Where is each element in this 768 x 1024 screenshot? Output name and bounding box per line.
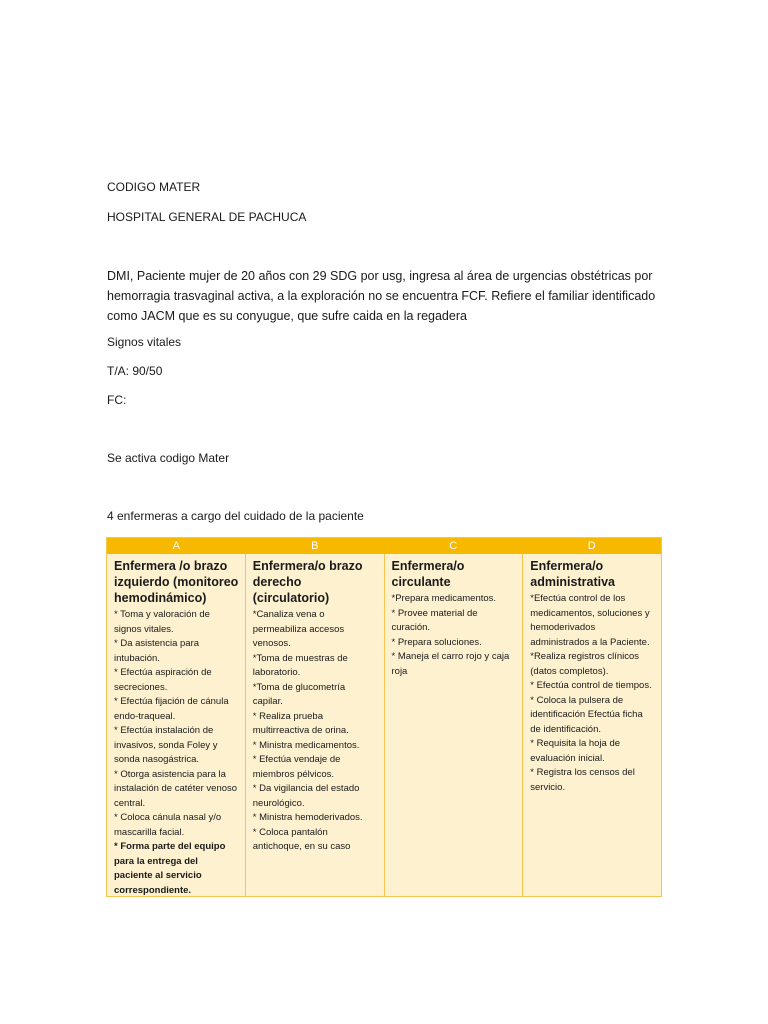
- column-title: Enfermera/o circulante: [391, 559, 465, 589]
- task-item: * Efectúa fijación de cánula endo-traqueal.: [114, 696, 229, 722]
- table-header-cell: D: [587, 540, 596, 552]
- table-column-a: [107, 554, 246, 896]
- task-item: * Ministra medicamentos.: [252, 739, 360, 751]
- case-description: DMI, Paciente mujer de 20 años con 29 SDG por usg, ingresa al área de urgencias obstétricas por hemorragia trasvaginal activa, a la exploración no se encuentra FCF. Refiere el familiar identificado como JACM que es su conyugue, que sufre caida en la regadera: [107, 269, 656, 323]
- table-column-c: [385, 554, 524, 896]
- table-header-cell: C: [449, 540, 458, 552]
- heart-rate: FC:: [107, 393, 127, 407]
- table-header-cell: A: [172, 540, 180, 552]
- task-item: * Maneja el carro rojo y caja roja: [391, 651, 510, 677]
- task-item: * Efectúa vendaje de miembros pélvicos.: [252, 754, 341, 780]
- task-item: * Registra los censos del servicio.: [530, 767, 635, 793]
- blood-pressure: T/A: 90/50: [107, 364, 163, 378]
- task-item: * Toma y valoración de signos vitales.: [114, 609, 210, 635]
- nurses-title: 4 enfermeras a cargo del cuidado de la paciente: [107, 509, 364, 523]
- table-header-row: [107, 538, 661, 554]
- task-item: * Efectúa control de tiempos.: [530, 680, 652, 691]
- task-item: * Da asistencia para intubación.: [114, 638, 200, 664]
- table-header-cell: B: [311, 540, 319, 552]
- table-column-b: [246, 554, 385, 896]
- roles-table: [106, 537, 662, 897]
- task-item: * Requisita la hoja de evaluación inicial.: [530, 738, 621, 764]
- task-item: *Efectúa control de los medicamentos, soluciones y hemoderivados administrados a la Paciente.: [530, 593, 650, 648]
- task-item: * Coloca pantalón antichoque, en su caso: [252, 826, 351, 852]
- task-item: * Realiza prueba multirreactiva de orina.: [252, 710, 349, 736]
- vital-signs-title: Signos vitales: [107, 335, 182, 349]
- document-code-heading: CODIGO MATER: [107, 180, 201, 194]
- task-item: *Canaliza vena o permeabiliza accesos venosos.: [252, 609, 345, 649]
- task-item: * Efectúa instalación de invasivos, sonda Foley y sonda nasogástrica.: [114, 725, 218, 765]
- task-item: * Forma parte del equipo para la entrega del paciente al servicio correspondiente.: [114, 841, 226, 896]
- task-item: * Coloca cánula nasal y/o mascarilla facial.: [114, 812, 222, 838]
- task-item: * Ministra hemoderivados.: [252, 812, 363, 823]
- column-title: Enfermera /o brazo izquierdo (monitoreo hemodinámico): [114, 559, 239, 605]
- column-title: Enfermera/o administrativa: [530, 559, 616, 589]
- task-item: * Da vigilancia del estado neurológico.: [252, 783, 360, 809]
- table-body-row: [107, 554, 661, 896]
- task-item: *Toma de muestras de laboratorio.: [252, 652, 348, 678]
- task-item: *Prepara medicamentos.: [391, 593, 497, 604]
- column-title: Enfermera/o brazo derecho (circulatorio): [252, 559, 363, 605]
- table-column-d: [523, 554, 661, 896]
- task-item: * Prepara soluciones.: [391, 636, 482, 648]
- task-item: *Realiza registros clínicos (datos completos).: [530, 651, 640, 677]
- hospital-name: HOSPITAL GENERAL DE PACHUCA: [107, 210, 307, 224]
- activation-note: Se activa codigo Mater: [107, 451, 230, 465]
- task-item: *Toma de glucometría capilar.: [252, 681, 346, 707]
- task-item: * Otorga asistencia para la instalación de catéter venoso central.: [114, 768, 238, 809]
- task-item: * Coloca la pulsera de identificación Efectúa ficha de identificación.: [530, 694, 643, 735]
- task-item: * Efectúa aspiración de secreciones.: [114, 667, 212, 693]
- task-item: * Provee material de curación.: [391, 607, 478, 633]
